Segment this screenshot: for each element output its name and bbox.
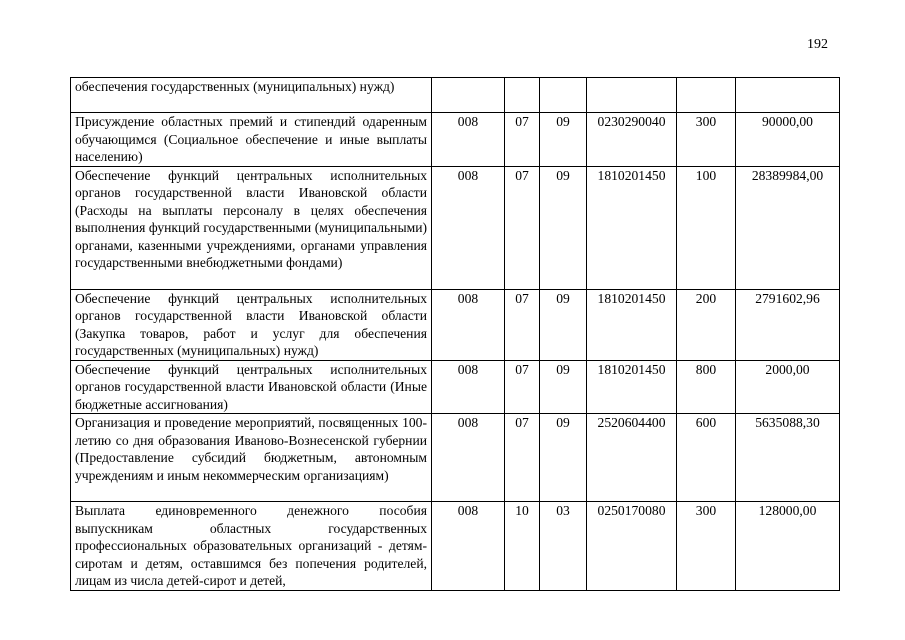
row-description: Обеспечение функций центральных исполнительных органов государственной власти Ивановской области (Расходы на выплаты персоналу в целях обеспечения выполнения функций государственными (муниципальными) органами, казенными учреждениями, органами управления государственными внебюджетными фондами)	[71, 166, 432, 289]
table-row	[71, 414, 840, 502]
table-row	[71, 360, 840, 414]
target-code: 1810201450	[587, 360, 677, 414]
expense-type-code: 800	[677, 360, 736, 414]
ministry-code: 008	[432, 502, 505, 591]
expense-type-code: 300	[677, 502, 736, 591]
amount: 2000,00	[736, 360, 840, 414]
subsection-code: 09	[540, 414, 587, 502]
section-code: 07	[505, 166, 540, 289]
row-description: Присуждение областных премий и стипендий одаренным обучающимся (Социальное обеспечение и иные выплаты населению)	[71, 113, 432, 167]
section-code	[505, 78, 540, 113]
table-row	[71, 113, 840, 167]
target-code: 0230290040	[587, 113, 677, 167]
target-code: 0250170080	[587, 502, 677, 591]
section-code: 07	[505, 289, 540, 360]
section-code: 07	[505, 360, 540, 414]
table-row	[71, 78, 840, 113]
budget-table	[70, 77, 840, 591]
row-description: обеспечения государственных (муниципальных) нужд)	[71, 78, 432, 113]
expense-type-code: 600	[677, 414, 736, 502]
ministry-code: 008	[432, 166, 505, 289]
amount: 28389984,00	[736, 166, 840, 289]
expense-type-code	[677, 78, 736, 113]
target-code: 1810201450	[587, 289, 677, 360]
section-code: 07	[505, 414, 540, 502]
amount	[736, 78, 840, 113]
table-row	[71, 502, 840, 591]
ministry-code: 008	[432, 414, 505, 502]
page-number: 192	[807, 37, 828, 52]
row-description: Организация и проведение мероприятий, посвященных 100-летию со дня образования Иваново-Вознесенской губернии (Предоставление субсидий бюджетным, автономным учреждениям и иным некоммерческим организациям)	[71, 414, 432, 502]
amount: 2791602,96	[736, 289, 840, 360]
ministry-code: 008	[432, 289, 505, 360]
subsection-code: 09	[540, 289, 587, 360]
section-code: 10	[505, 502, 540, 591]
row-description: Выплата единовременного денежного пособия выпускникам областных государственных профессиональных образовательных организаций - детям-сиротам и детям, оставшимся без попечения родителей, лицам из числа детей-сирот и детей,	[71, 502, 432, 591]
target-code	[587, 78, 677, 113]
expense-type-code: 100	[677, 166, 736, 289]
ministry-code: 008	[432, 360, 505, 414]
amount: 90000,00	[736, 113, 840, 167]
amount: 128000,00	[736, 502, 840, 591]
section-code: 07	[505, 113, 540, 167]
ministry-code	[432, 78, 505, 113]
amount: 5635088,30	[736, 414, 840, 502]
target-code: 2520604400	[587, 414, 677, 502]
subsection-code: 09	[540, 166, 587, 289]
subsection-code: 09	[540, 113, 587, 167]
subsection-code	[540, 78, 587, 113]
row-description: Обеспечение функций центральных исполнительных органов государственной власти Ивановской области (Иные бюджетные ассигнования)	[71, 360, 432, 414]
target-code: 1810201450	[587, 166, 677, 289]
table-row	[71, 166, 840, 289]
expense-type-code: 200	[677, 289, 736, 360]
ministry-code: 008	[432, 113, 505, 167]
row-description: Обеспечение функций центральных исполнительных органов государственной власти Ивановской области (Закупка товаров, работ и услуг для обеспечения государственных (муниципальных) нужд)	[71, 289, 432, 360]
subsection-code: 03	[540, 502, 587, 591]
table-row	[71, 289, 840, 360]
subsection-code: 09	[540, 360, 587, 414]
expense-type-code: 300	[677, 113, 736, 167]
